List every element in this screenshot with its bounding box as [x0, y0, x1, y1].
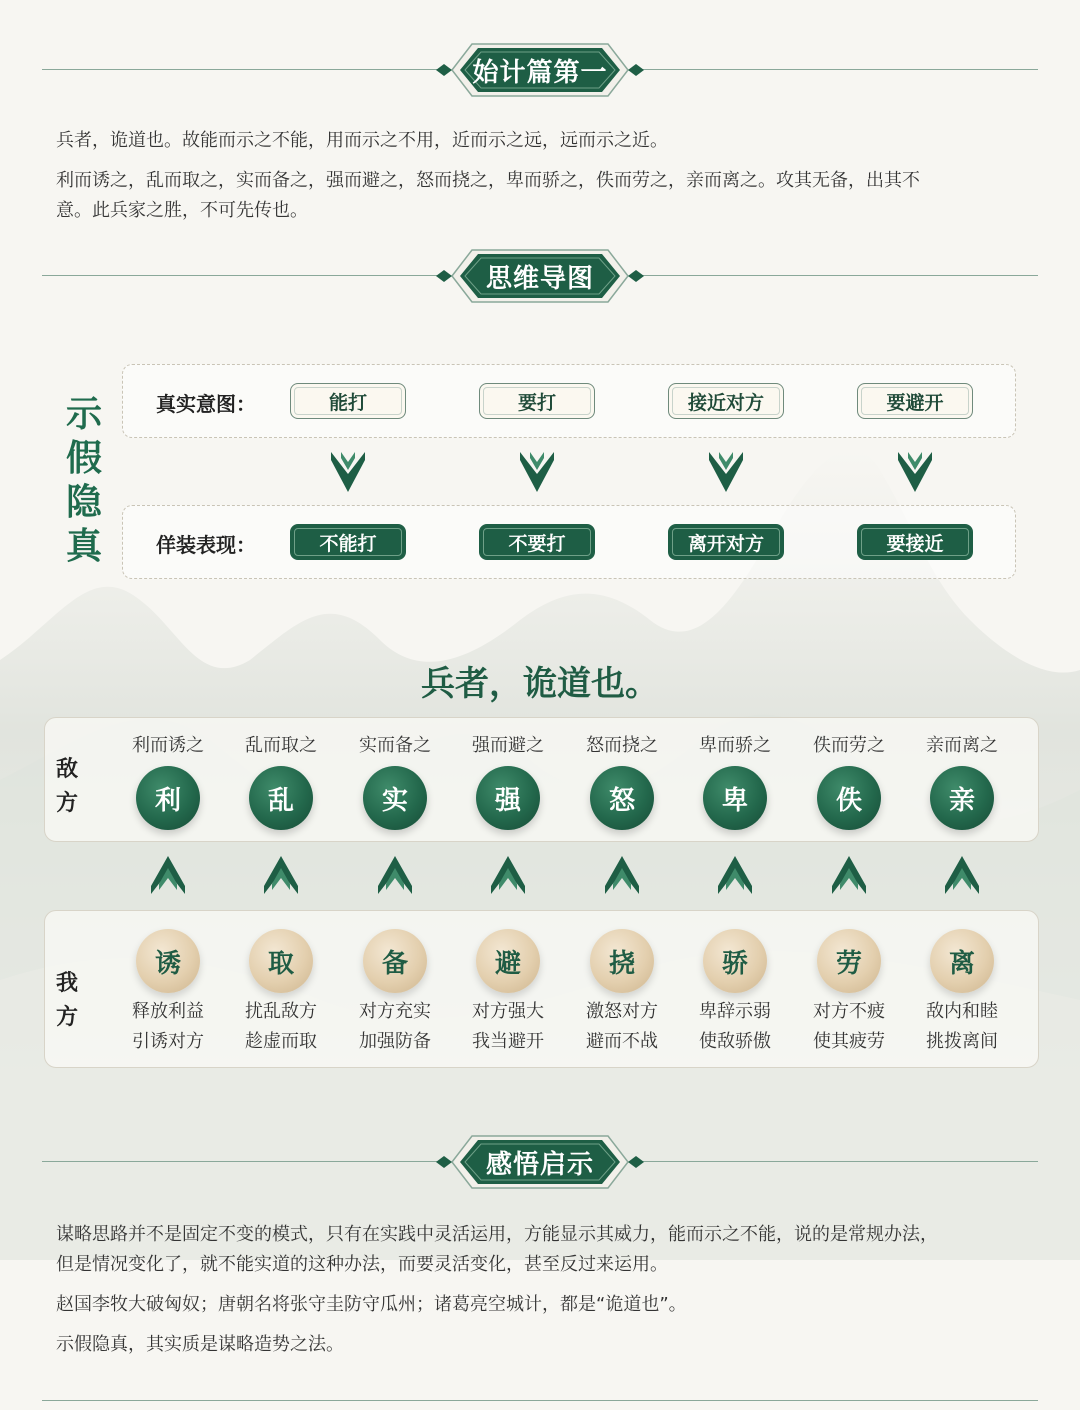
pretend-pill: 不要打	[479, 524, 595, 560]
self-coin: 挠	[590, 929, 654, 993]
divider-line	[638, 275, 1038, 276]
enemy-caption: 亲而离之	[926, 735, 998, 756]
self-label-char: 我	[56, 970, 79, 996]
down-arrow-icon	[331, 452, 365, 492]
self-caption-line1: 卑辞示弱	[699, 1001, 771, 1022]
down-arrow-icon	[520, 452, 554, 492]
enemy-coin: 佚	[817, 766, 881, 830]
up-arrow-icon	[151, 856, 185, 894]
mindmap-banner	[432, 244, 648, 308]
true-intent-pill: 接近对方	[668, 383, 784, 419]
insight-paragraph-1-line-2: 但是情况变化了，就不能实道的这种办法，而要灵活变化，甚至反过来运用。	[56, 1254, 668, 1275]
enemy-coin: 实	[363, 766, 427, 830]
self-label-char: 方	[56, 1004, 79, 1030]
self-caption-line2: 使敌骄傲	[699, 1031, 771, 1052]
insight-paragraph-3: 示假隐真，其实质是谋略造势之法。	[56, 1334, 344, 1355]
enemy-label-char: 方	[56, 790, 79, 816]
enemy-label	[56, 752, 84, 820]
enemy-caption: 利而诱之	[132, 735, 204, 756]
side-title-char: 示	[65, 393, 102, 435]
side-title	[62, 392, 106, 568]
pretend-pill: 不能打	[290, 524, 406, 560]
self-caption-line2: 趁虚而取	[245, 1031, 317, 1052]
mindmap-title: 思维导图	[485, 263, 594, 294]
self-label	[56, 966, 84, 1034]
pretend-pill: 离开对方	[668, 524, 784, 560]
up-arrow-icon	[832, 856, 866, 894]
true-intent-label: 真实意图：	[156, 392, 256, 416]
intro-paragraph-1: 兵者，诡道也。故能而示之不能，用而示之不用，近而示之远，远而示之近。	[56, 130, 668, 151]
enemy-coin: 乱	[249, 766, 313, 830]
enemy-coin: 怒	[590, 766, 654, 830]
side-title-char: 真	[65, 525, 102, 567]
self-caption-line1: 对方强大	[472, 1001, 544, 1022]
down-arrow-icon	[898, 452, 932, 492]
self-caption-line1: 激怒对方	[586, 1001, 658, 1022]
divider-line	[42, 275, 442, 276]
enemy-coin: 强	[476, 766, 540, 830]
enemy-caption: 佚而劳之	[813, 735, 885, 756]
side-title-char: 隐	[65, 481, 102, 523]
up-arrow-icon	[264, 856, 298, 894]
self-caption-line1: 扰乱敌方	[245, 1001, 317, 1022]
up-arrow-icon	[718, 856, 752, 894]
self-coin: 取	[249, 929, 313, 993]
enemy-coin: 卑	[703, 766, 767, 830]
true-intent-pill: 要避开	[857, 383, 973, 419]
self-coin: 避	[476, 929, 540, 993]
divider-line	[42, 69, 442, 70]
down-arrow-icon	[709, 452, 743, 492]
enemy-caption: 强而避之	[472, 735, 544, 756]
enemy-label-char: 敌	[56, 756, 79, 782]
self-coin: 诱	[136, 929, 200, 993]
true-intent-pill: 能打	[290, 383, 406, 419]
enemy-caption: 实而备之	[359, 735, 431, 756]
divider-line	[42, 1161, 442, 1162]
intro-paragraph-2-line-2: 意。此兵家之胜，不可先传也。	[56, 200, 308, 221]
self-caption-line1: 对方充实	[359, 1001, 431, 1022]
up-arrow-icon	[605, 856, 639, 894]
self-caption-line2: 避而不战	[586, 1031, 658, 1052]
insight-header	[0, 1130, 1080, 1194]
up-arrow-icon	[945, 856, 979, 894]
self-caption-line1: 对方不疲	[813, 1001, 885, 1022]
pretend-pill: 要接近	[857, 524, 973, 560]
insight-paragraph-1-line-1: 谋略思路并不是固定不变的模式，只有在实践中灵活运用，方能显示其威力，能而示之不能，说的是常规办法，	[56, 1224, 938, 1245]
self-caption-line2: 加强防备	[359, 1031, 431, 1052]
enemy-coin: 亲	[930, 766, 994, 830]
divider-line	[638, 1161, 1038, 1162]
chapter-banner	[432, 38, 648, 102]
self-coin: 备	[363, 929, 427, 993]
enemy-caption: 怒而挠之	[586, 735, 658, 756]
self-caption-line1: 释放利益	[132, 1001, 204, 1022]
self-caption-line2: 我当避开	[472, 1031, 544, 1052]
mindmap-header	[0, 244, 1080, 308]
pretend-label: 佯装表现：	[156, 533, 256, 557]
chapter-header	[0, 38, 1080, 102]
self-coin: 骄	[703, 929, 767, 993]
self-caption-line2: 引诱对方	[132, 1031, 204, 1052]
true-intent-pill: 要打	[479, 383, 595, 419]
enemy-caption: 乱而取之	[245, 735, 317, 756]
self-coin: 离	[930, 929, 994, 993]
big-quote: 兵者，诡道也。	[421, 664, 659, 704]
divider-line	[638, 69, 1038, 70]
self-caption-line1: 敌内和睦	[926, 1001, 998, 1022]
insight-banner	[432, 1130, 648, 1194]
insight-paragraph-2: 赵国李牧大破匈奴；唐朝名将张守圭防守瓜州；诸葛亮空城计，都是“诡道也”。	[56, 1294, 687, 1315]
enemy-coin: 利	[136, 766, 200, 830]
self-caption-line2: 挑拨离间	[926, 1031, 998, 1052]
side-title-char: 假	[65, 437, 102, 479]
bottom-divider	[42, 1400, 1038, 1401]
intro-paragraph-2-line-1: 利而诱之，乱而取之，实而备之，强而避之，怒而挠之，卑而骄之，佚而劳之，亲而离之。攻其无备，出其不	[56, 170, 920, 191]
up-arrow-icon	[378, 856, 412, 894]
up-arrow-icon	[491, 856, 525, 894]
enemy-caption: 卑而骄之	[699, 735, 771, 756]
insight-title: 感悟启示	[485, 1149, 594, 1180]
chapter-title: 始计篇第一	[472, 57, 608, 88]
self-caption-line2: 使其疲劳	[813, 1031, 885, 1052]
self-coin: 劳	[817, 929, 881, 993]
